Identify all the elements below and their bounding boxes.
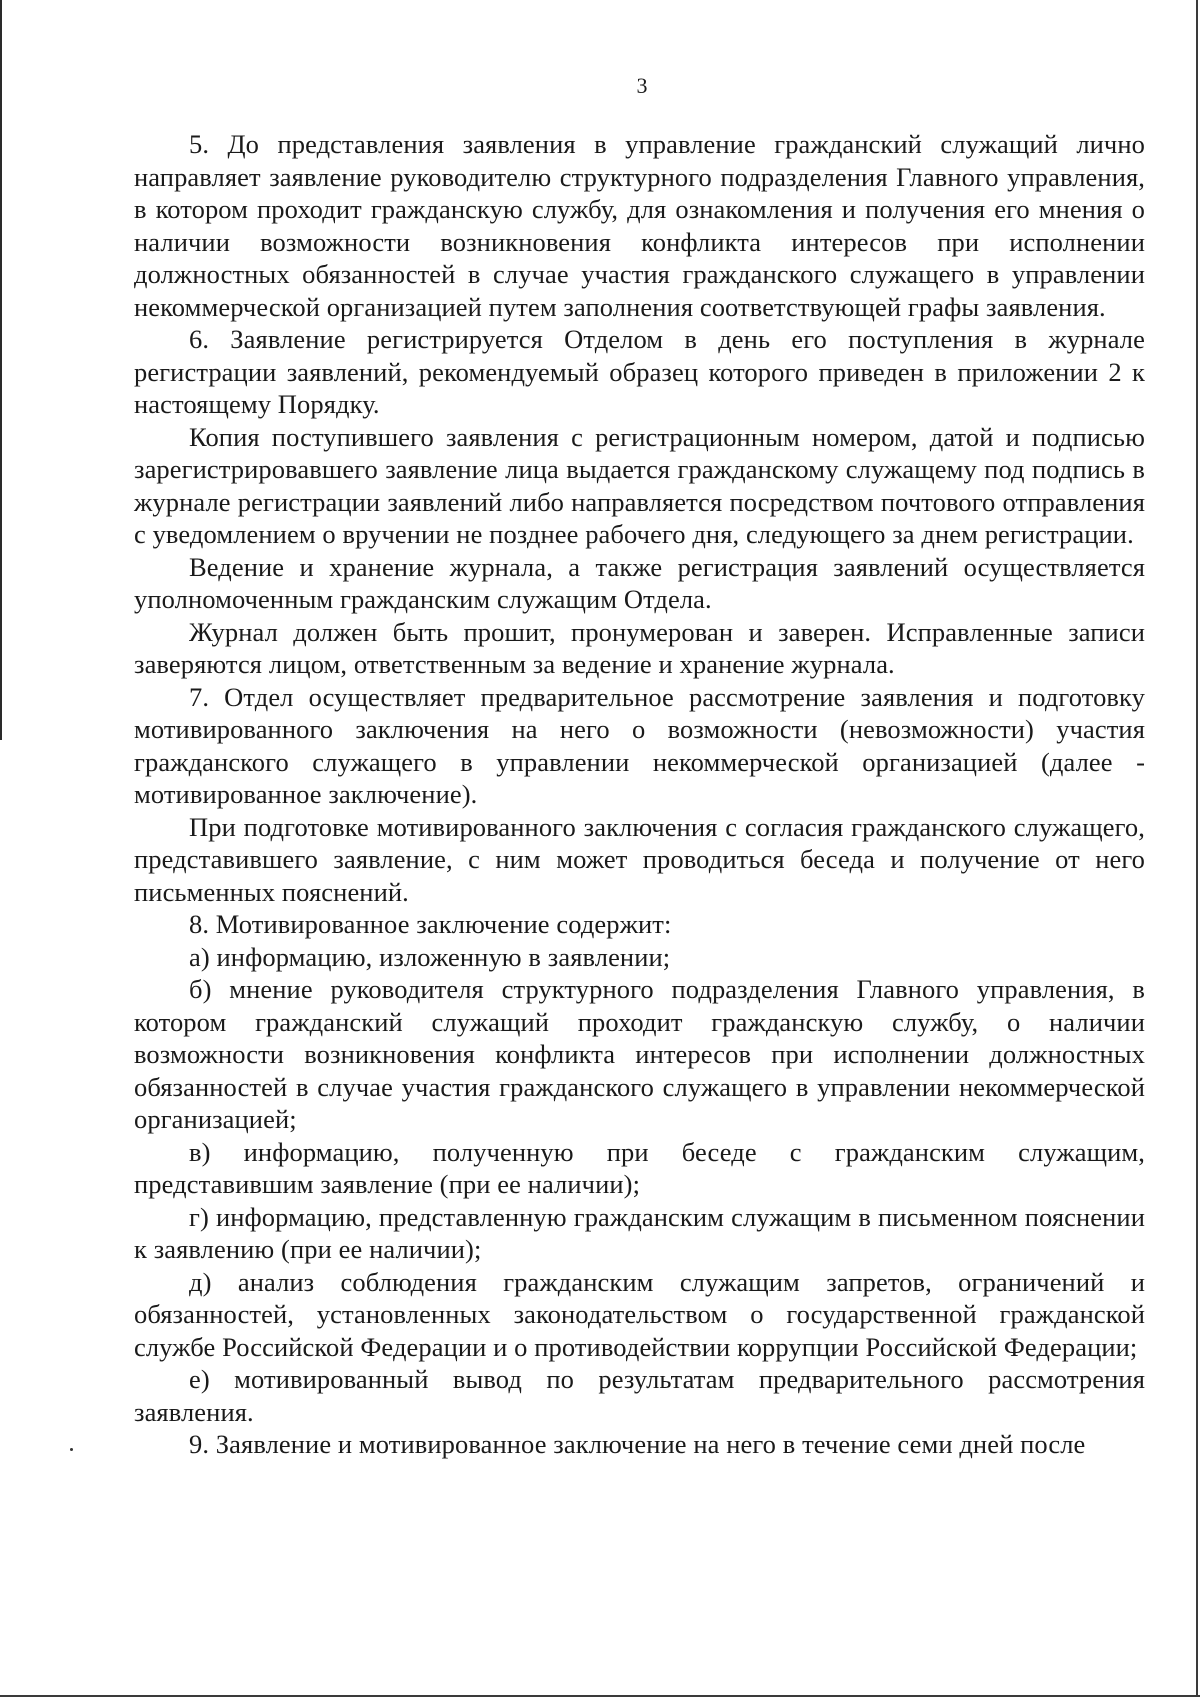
list-item-a: а) информацию, изложенную в заявлении;	[189, 941, 671, 972]
list-item-b: б) мнение руководителя структурного подразделения Главного управления, в котором гражданский служащий проходит гражданскую службу, о наличии возможности возникновения конфликта интересов при исполнении должностных обязанностей в случае участия гражданского служащего в управлении некоммерческой организацией;	[134, 974, 1145, 1134]
paragraph-5: 5. До представления заявления в управление гражданский служащий лично направляет заявление руководителю структурного подразделения Главного управления, в котором проходит гражданскую службу, для ознакомления и получения его мнения о наличии возможности возникновения конфликта интересов при исполнении должностных обязанностей в случае участия гражданского служащего в управлении некоммерческой организацией путем заполнения соответствующей графы заявления.	[134, 129, 1145, 322]
list-item-d: д) анализ соблюдения гражданским служащим запретов, ограничений и обязанностей, установленных законодательством о государственной гражданской службе Российской Федерации и о противодействии коррупции Российской Федерации;	[134, 1266, 1145, 1362]
scan-speck	[70, 1448, 73, 1451]
paragraph-journal-keeping: Ведение и хранение журнала, а также регистрация заявлений осуществляется уполномоченным гражданским служащим Отдела.	[134, 551, 1145, 614]
paragraph-interview: При подготовке мотивированного заключения с согласия гражданского служащего, представившего заявление, с ним может проводиться беседа и получение от него письменных пояснений.	[134, 811, 1145, 907]
page-number: 3	[636, 73, 648, 98]
paragraph-copy-issuance: Копия поступившего заявления с регистрационным номером, датой и подписью зарегистрировавшего заявление лица выдается гражданскому служащему под подпись в журнале регистрации заявлений либо направляется посредством почтового отправления с уведомлением о вручении не позднее рабочего дня, следующего за днем регистрации.	[134, 421, 1145, 549]
paragraph-6: 6. Заявление регистрируется Отделом в день его поступления в журнале регистрации заявлений, рекомендуемый образец которого приведен в приложении 2 к настоящему Порядку.	[134, 324, 1145, 419]
paragraph-8: 8. Мотивированное заключение содержит:	[189, 909, 672, 939]
scan-edge-left	[0, 0, 2, 740]
paragraph-9: 9. Заявление и мотивированное заключение на него в течение семи дней после	[189, 1429, 1086, 1459]
document-body	[134, 128, 1145, 1461]
paragraph-7: 7. Отдел осуществляет предварительное рассмотрение заявления и подготовку мотивированного заключения на него о возможности (невозможности) участия гражданского служащего в управлении некоммерческой организацией (далее - мотивированное заключение).	[134, 681, 1145, 809]
list-item-v: в) информацию, полученную при беседе с гражданским служащим, представившим заявление (при ее наличии);	[134, 1136, 1145, 1199]
scan-edge-right	[1196, 0, 1198, 1697]
list-item-e: е) мотивированный вывод по результатам предварительного рассмотрения заявления.	[134, 1364, 1145, 1427]
list-item-g: г) информацию, представленную гражданским служащим в письменном пояснении к заявлению (при ее наличии);	[134, 1201, 1145, 1264]
paragraph-journal-binding: Журнал должен быть прошит, пронумерован и заверен. Исправленные записи заверяются лицом, ответственным за ведение и хранение журнала.	[134, 616, 1145, 679]
